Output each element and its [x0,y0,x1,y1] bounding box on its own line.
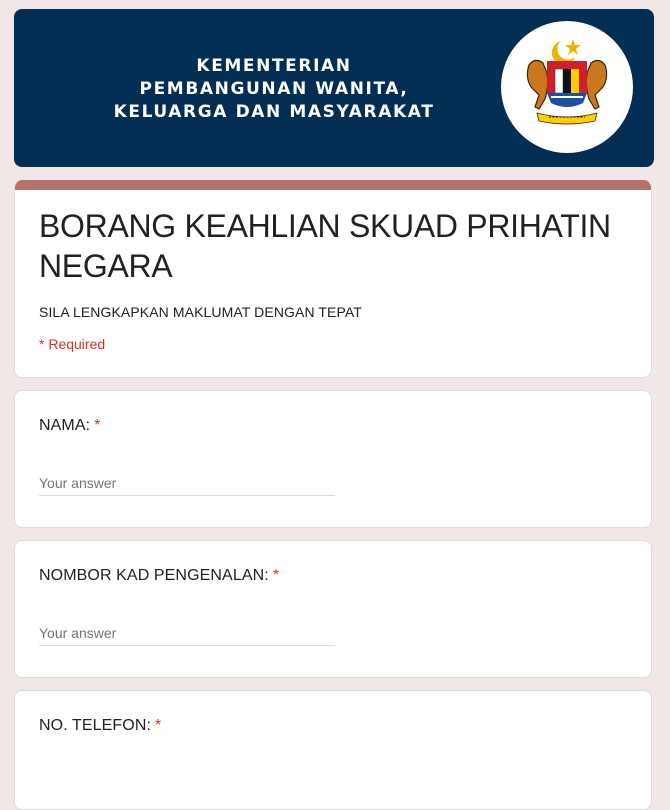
question-text: NOMBOR KAD PENGENALAN: [39,567,269,584]
question-label [39,567,279,585]
question-card-nama [14,390,652,528]
question-card-nombor-kad-pengenalan [14,540,652,678]
question-label [39,717,161,735]
form-description: SILA LENGKAPKAN MAKLUMAT DENGAN TEPAT [39,304,362,320]
required-asterisk: * [272,567,280,584]
question-card-no-telefon [14,690,652,810]
question-label [39,417,101,435]
required-note: * Required [39,336,106,352]
theme-accent-bar [15,180,651,190]
header-banner [14,9,654,167]
nama-input[interactable] [39,471,335,496]
ministry-name [94,55,454,124]
ministry-name-line-2: PEMBANGUNAN WANITA, [139,79,409,99]
ministry-name-line-1: KEMENTERIAN [196,56,352,76]
required-asterisk: * [94,417,101,434]
form-title: BORANG KEAHLIAN SKUAD PRIHATIN NEGARA [39,208,611,284]
emblem-badge [501,21,633,153]
required-asterisk: * [155,717,162,734]
ic-number-input[interactable] [39,621,335,646]
form-header-card [14,180,652,378]
ministry-name-line-3: KELUARGA DAN MASYARAKAT [113,102,435,122]
question-text: NAMA: [39,417,91,434]
question-text: NO. TELEFON: [39,717,152,734]
malaysia-coat-of-arms-icon [511,31,623,143]
